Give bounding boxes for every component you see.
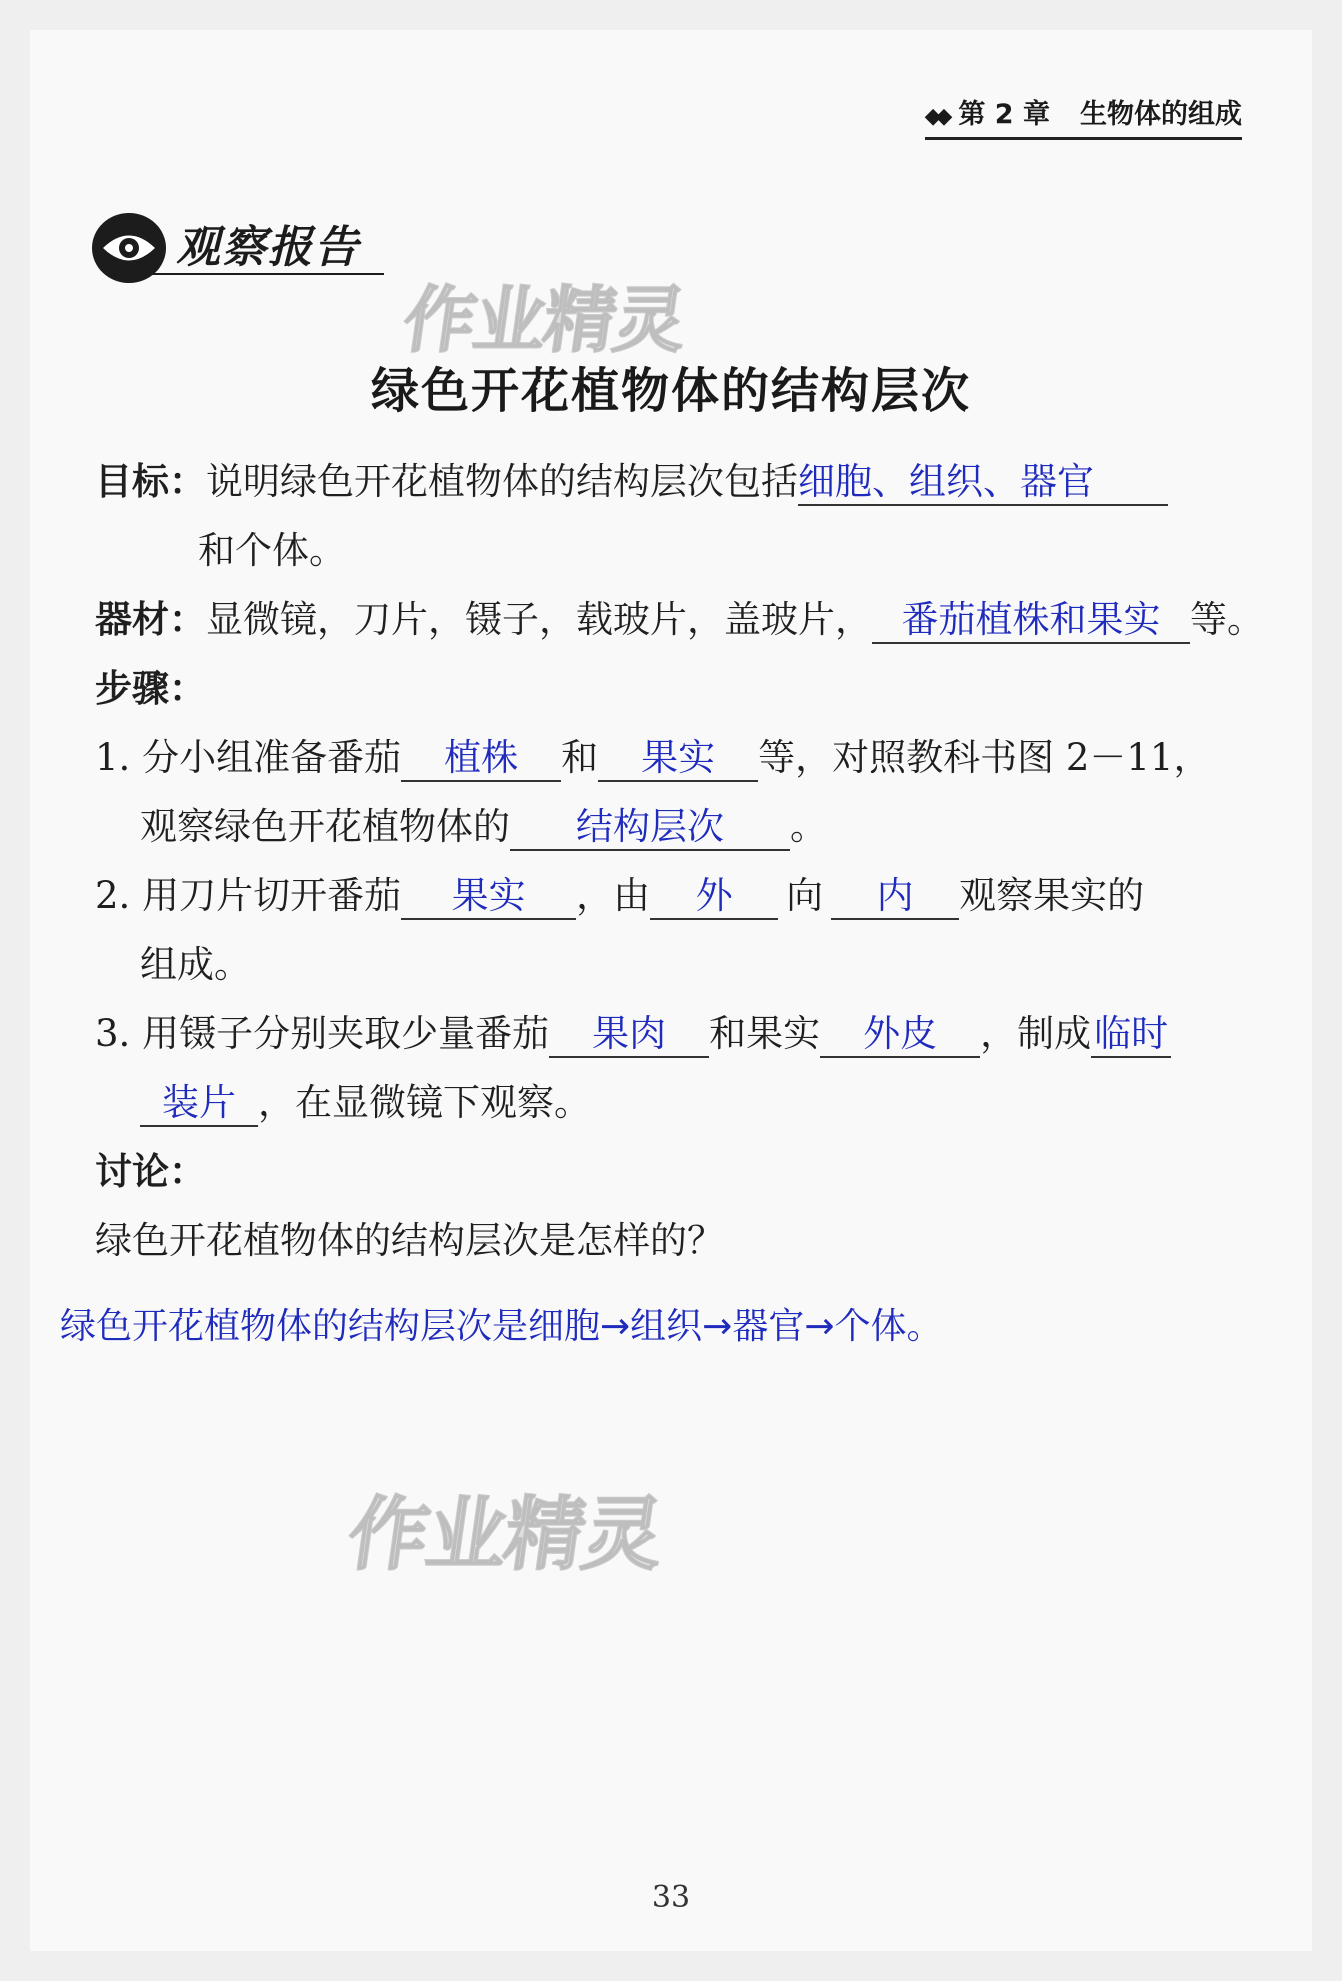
step-1-answer-a: 植株 bbox=[401, 736, 561, 782]
step-1-cont bbox=[140, 802, 827, 852]
step-3-text-a: 用镊子分别夹取少量番茄 bbox=[142, 1012, 550, 1055]
goal-continuation: 和个体。 bbox=[198, 529, 346, 572]
observation-report-badge bbox=[92, 205, 392, 285]
step-3-number: 3. bbox=[95, 1012, 131, 1055]
step-1-text-d: 观察绿色开花植物体的 bbox=[140, 805, 510, 848]
step-1-text-e: 。 bbox=[790, 805, 827, 848]
watermark-bottom: 作业精灵 bbox=[342, 1488, 668, 1581]
page-number: 33 bbox=[651, 1880, 691, 1915]
steps-label: 步骤： bbox=[95, 667, 206, 710]
step-3-answer-b: 外皮 bbox=[820, 1012, 980, 1058]
step-2-text-b: ，由 bbox=[576, 874, 651, 917]
step-3-text-d: ，在显微镜下观察。 bbox=[258, 1081, 591, 1124]
step-3 bbox=[95, 1009, 1171, 1059]
step-2-answer-a: 果实 bbox=[401, 874, 576, 920]
step-2 bbox=[95, 871, 1144, 921]
goal-text: 说明绿色开花植物体的结构层次包括 bbox=[206, 460, 798, 503]
step-2-text-a: 用刀片切开番茄 bbox=[142, 874, 402, 917]
step-2-cont: 组成。 bbox=[140, 943, 251, 986]
chapter-header bbox=[925, 92, 1242, 140]
step-2-number: 2. bbox=[95, 874, 131, 917]
goal-line bbox=[95, 457, 1168, 507]
chapter-title: 生物体的组成 bbox=[1080, 99, 1242, 130]
step-3-text-b: 和果实 bbox=[709, 1012, 821, 1055]
step-1 bbox=[95, 733, 1210, 783]
diamond-icon: ◆◆ bbox=[924, 104, 947, 129]
step-2-answer-b: 外 bbox=[650, 874, 778, 920]
step-1-text-c: 等，对照教科书图 2－11， bbox=[758, 736, 1211, 779]
step-2-answer-c: 内 bbox=[831, 874, 959, 920]
materials-line bbox=[95, 595, 1264, 645]
page-title: 绿色开花植物体的结构层次 bbox=[370, 363, 971, 419]
step-1-number: 1. bbox=[95, 736, 131, 779]
step-1-text-a: 分小组准备番茄 bbox=[142, 736, 402, 779]
discussion-label: 讨论： bbox=[95, 1150, 206, 1193]
step-3-answer-c1: 临时 bbox=[1091, 1012, 1171, 1058]
goal-answer: 细胞、组织、器官 bbox=[798, 460, 1168, 506]
badge-underline bbox=[152, 273, 384, 275]
goal-label: 目标： bbox=[95, 460, 206, 503]
materials-tail: 等。 bbox=[1190, 598, 1264, 641]
materials-label: 器材： bbox=[95, 598, 206, 641]
materials-answer: 番茄植株和果实 bbox=[872, 598, 1190, 644]
discussion-question: 绿色开花植物体的结构层次是怎样的？ bbox=[95, 1219, 724, 1262]
step-1-answer-c: 结构层次 bbox=[510, 805, 790, 851]
watermark-top: 作业精灵 bbox=[398, 278, 691, 362]
step-2-text-c: 向 bbox=[786, 874, 824, 917]
discussion-answer: 绿色开花植物体的结构层次是细胞→组织→器官→个体。 bbox=[60, 1306, 943, 1347]
step-3-answer-a: 果肉 bbox=[549, 1012, 709, 1058]
chapter-number: 第 2 章 bbox=[958, 99, 1050, 130]
step-2-text-d: 观察果实的 bbox=[959, 874, 1145, 917]
materials-text: 显微镜，刀片，镊子，载玻片，盖玻片， bbox=[206, 598, 872, 641]
step-3-text-c: ，制成 bbox=[980, 1012, 1092, 1055]
step-1-answer-b: 果实 bbox=[598, 736, 758, 782]
step-1-text-b: 和 bbox=[561, 736, 599, 779]
step-3-answer-c2: 装片 bbox=[140, 1081, 258, 1127]
step-3-cont bbox=[140, 1078, 591, 1128]
badge-label: 观察报告 bbox=[176, 222, 360, 273]
